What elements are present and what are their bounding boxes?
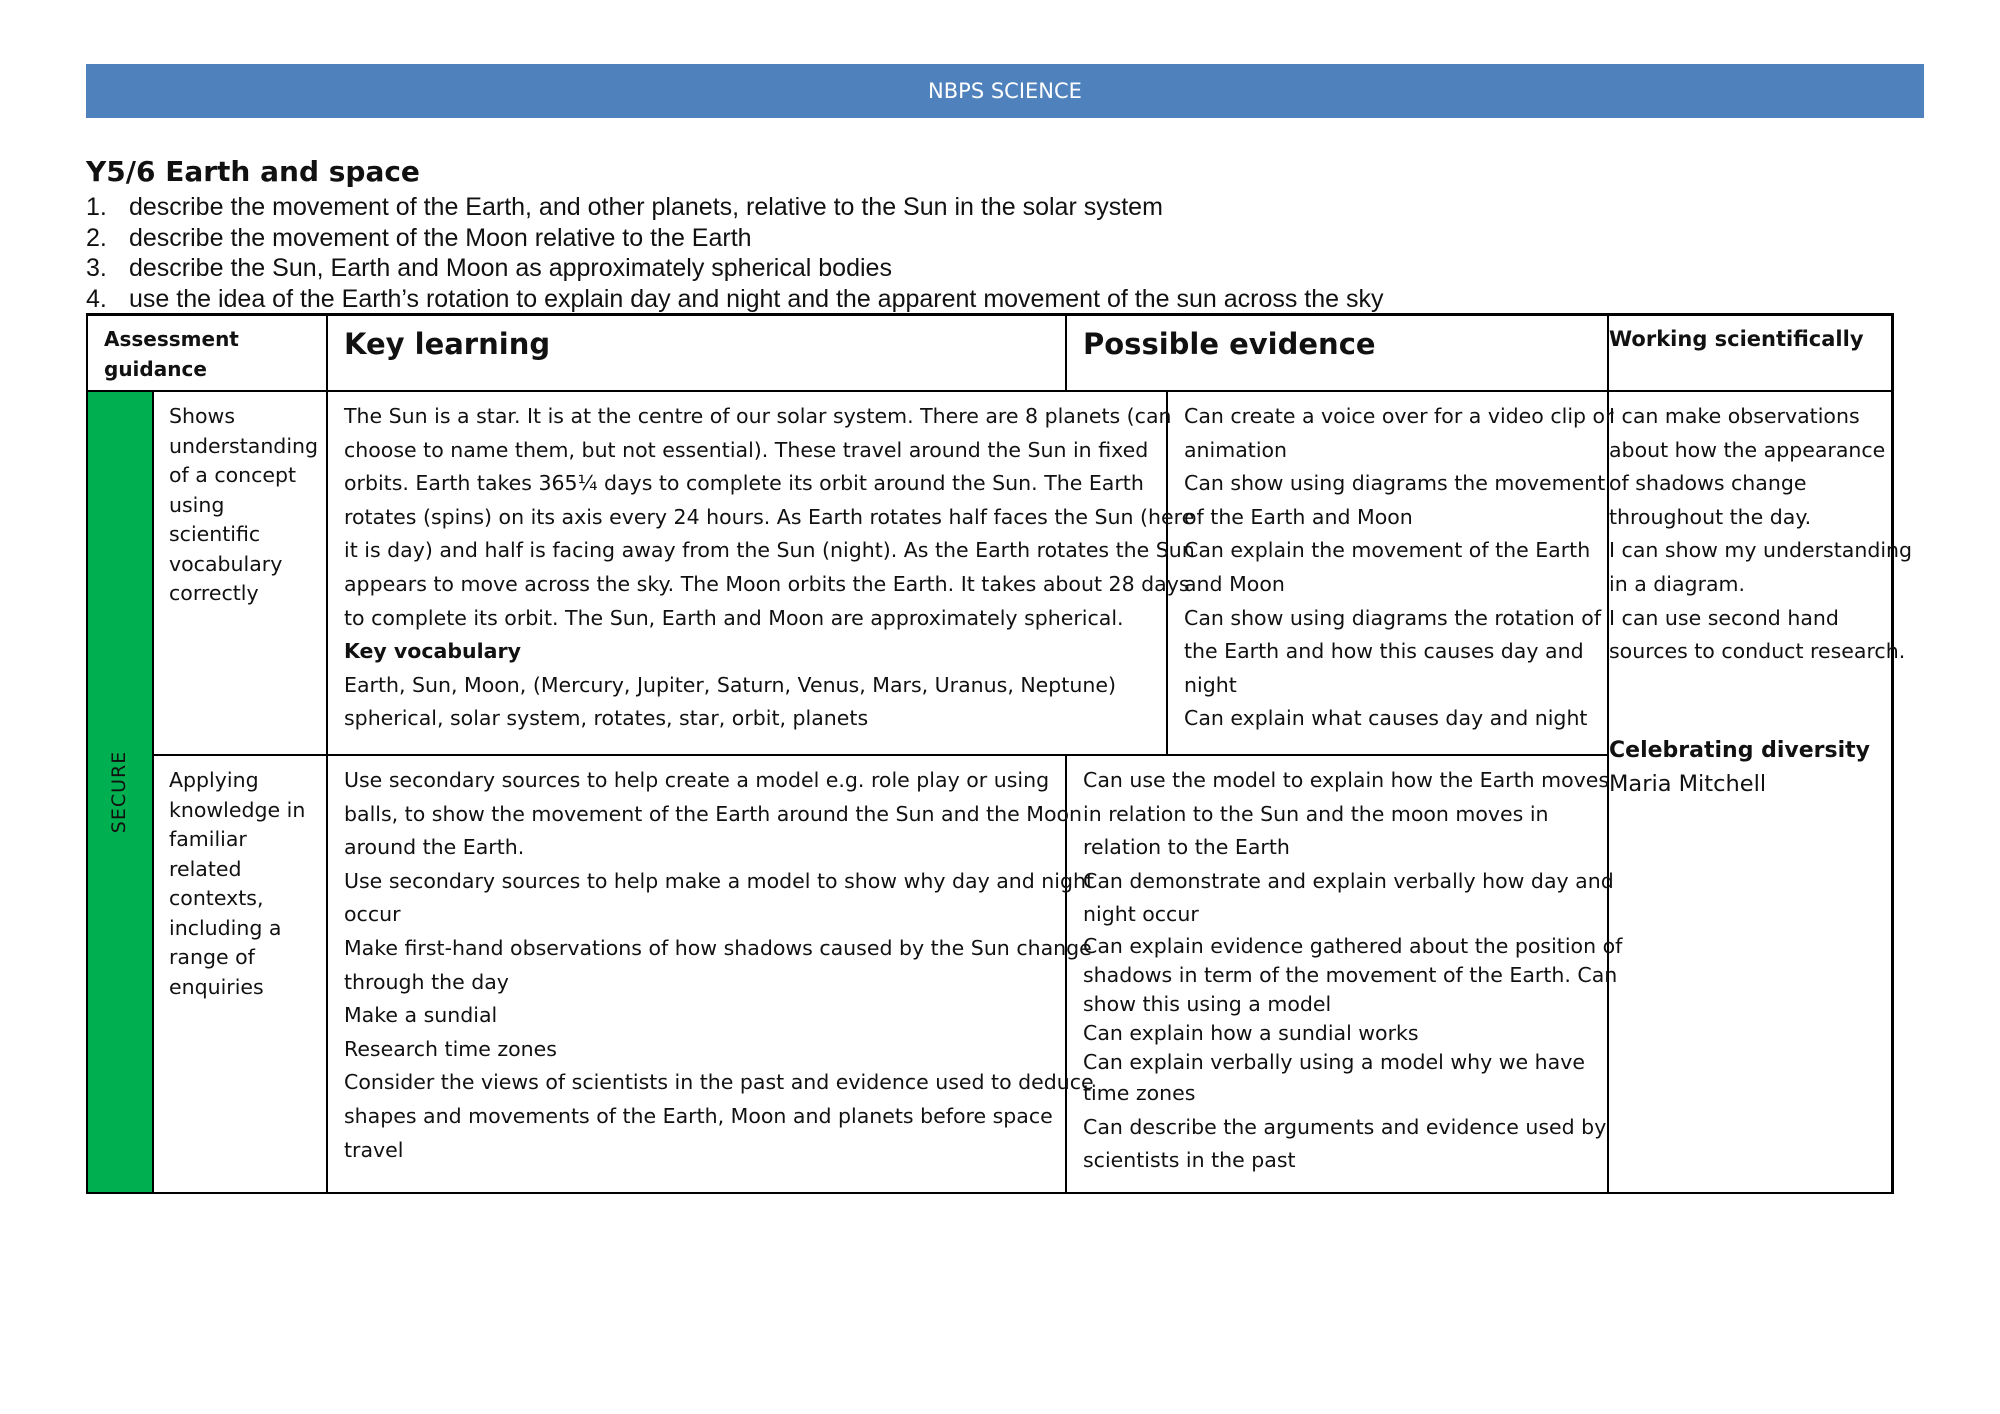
objective-item: 1. describe the movement of the Earth, and other planets, relative to the Sun in the solar system [86,193,1163,221]
objective-item: 4. use the idea of the Earth’s rotation to explain day and night and the apparent movement of the sun across the sky [86,284,1384,313]
header-working-scientifically: Working scientifically [1609,327,1864,351]
header-evidence-divider [1065,313,1067,392]
page-title: Y5/6 Earth and space [86,155,420,188]
row1-key-learning: The Sun is a star. It is at the centre of our solar system. There are 8 planets (can choose to name them, but not essential). These travel around the Sun in fixed orbits. Earth takes 365¼ days to complete its orbit around the Sun. The Earth rotates (spins) on its axis every 24 hours. As Earth rotates half faces the Sun (here it is day) and half is facing away from the Sun (night). As the Earth rotates the Sun appears to move across the sky. The Moon orbits the Earth. It takes about 28 days to complete its orbit. The Sun, Earth and Moon are approximately spherical. Key vocabulary Earth, Sun, Moon, (Mercury, Jupiter, Saturn, Venus, Mars, Uranus, Neptune) spherical, solar system, rotates, star, orbit, planets [344,404,1195,731]
working-scientifically-list: I can make observations about how the appearance of shadows change throughout the day. I can show my understanding in a diagram. I can use second hand sources to conduct research. [1609,404,1913,664]
guidance-divider [326,313,328,1194]
table-border-top [86,313,1893,316]
row1-evidence: Can create a voice over for a video clip or animation Can show using diagrams the movement of the Earth and Moon Can explain the movement of the Earth and Moon Can show using diagrams the rotation of the Earth and how this causes day and night Can explain what causes day and night [1184,404,1614,731]
row1-guidance: Shows understanding of a concept using scientific vocabulary correctly [169,404,319,605]
celebrating-diversity-heading: Celebrating diversity [1609,738,1870,763]
celebrating-diversity-name: Maria Mitchell [1609,771,1767,797]
header-assessment-guidance: Assessment guidance [104,327,239,381]
header-divider [86,390,1893,392]
objective-item: 2. describe the movement of the Moon relative to the Earth [86,223,752,252]
header-banner: NBPS SCIENCE [86,64,1924,118]
row-divider [152,754,1608,756]
band-divider [152,390,154,1194]
row2-key-learning: Use secondary sources to help create a model e.g. role play or using balls, to show the movement of the Earth around the Sun and the Moon around the Earth. Use secondary sources to help make a model to show why day and night occur Make first-hand observations of how shadows caused by the Sun change through the day Make a sundial Research time zones Consider the views of scientists in the past and evidence used to deduce shapes and movements of the Earth, Moon and planets before space travel [344,768,1095,1162]
table-border-bottom [86,1192,1893,1194]
row2-evidence: Can use the model to explain how the Earth moves in relation to the Sun and the moon moves in relation to the Earth Can demonstrate and explain verbally how day and night occur Can explain evidence gathered about the position of shadows in term of the movement of the Earth. Can show this using a model Can explain how a sundial works Can explain verbally using a model why we have time zones Can describe the arguments and evidence used by scientists in the past [1083,768,1623,1173]
header-possible-evidence: Possible evidence [1083,327,1376,361]
secure-band-label: SECURE [108,750,130,834]
table-border-left [86,313,88,1194]
key-vocabulary-heading: Key vocabulary [344,639,521,664]
objective-item: 3. describe the Sun, Earth and Moon as approximately spherical bodies [86,254,892,282]
row2-guidance: Applying knowledge in familiar related contexts, including a range of enquiries [169,768,306,999]
header-key-learning: Key learning [344,327,551,361]
